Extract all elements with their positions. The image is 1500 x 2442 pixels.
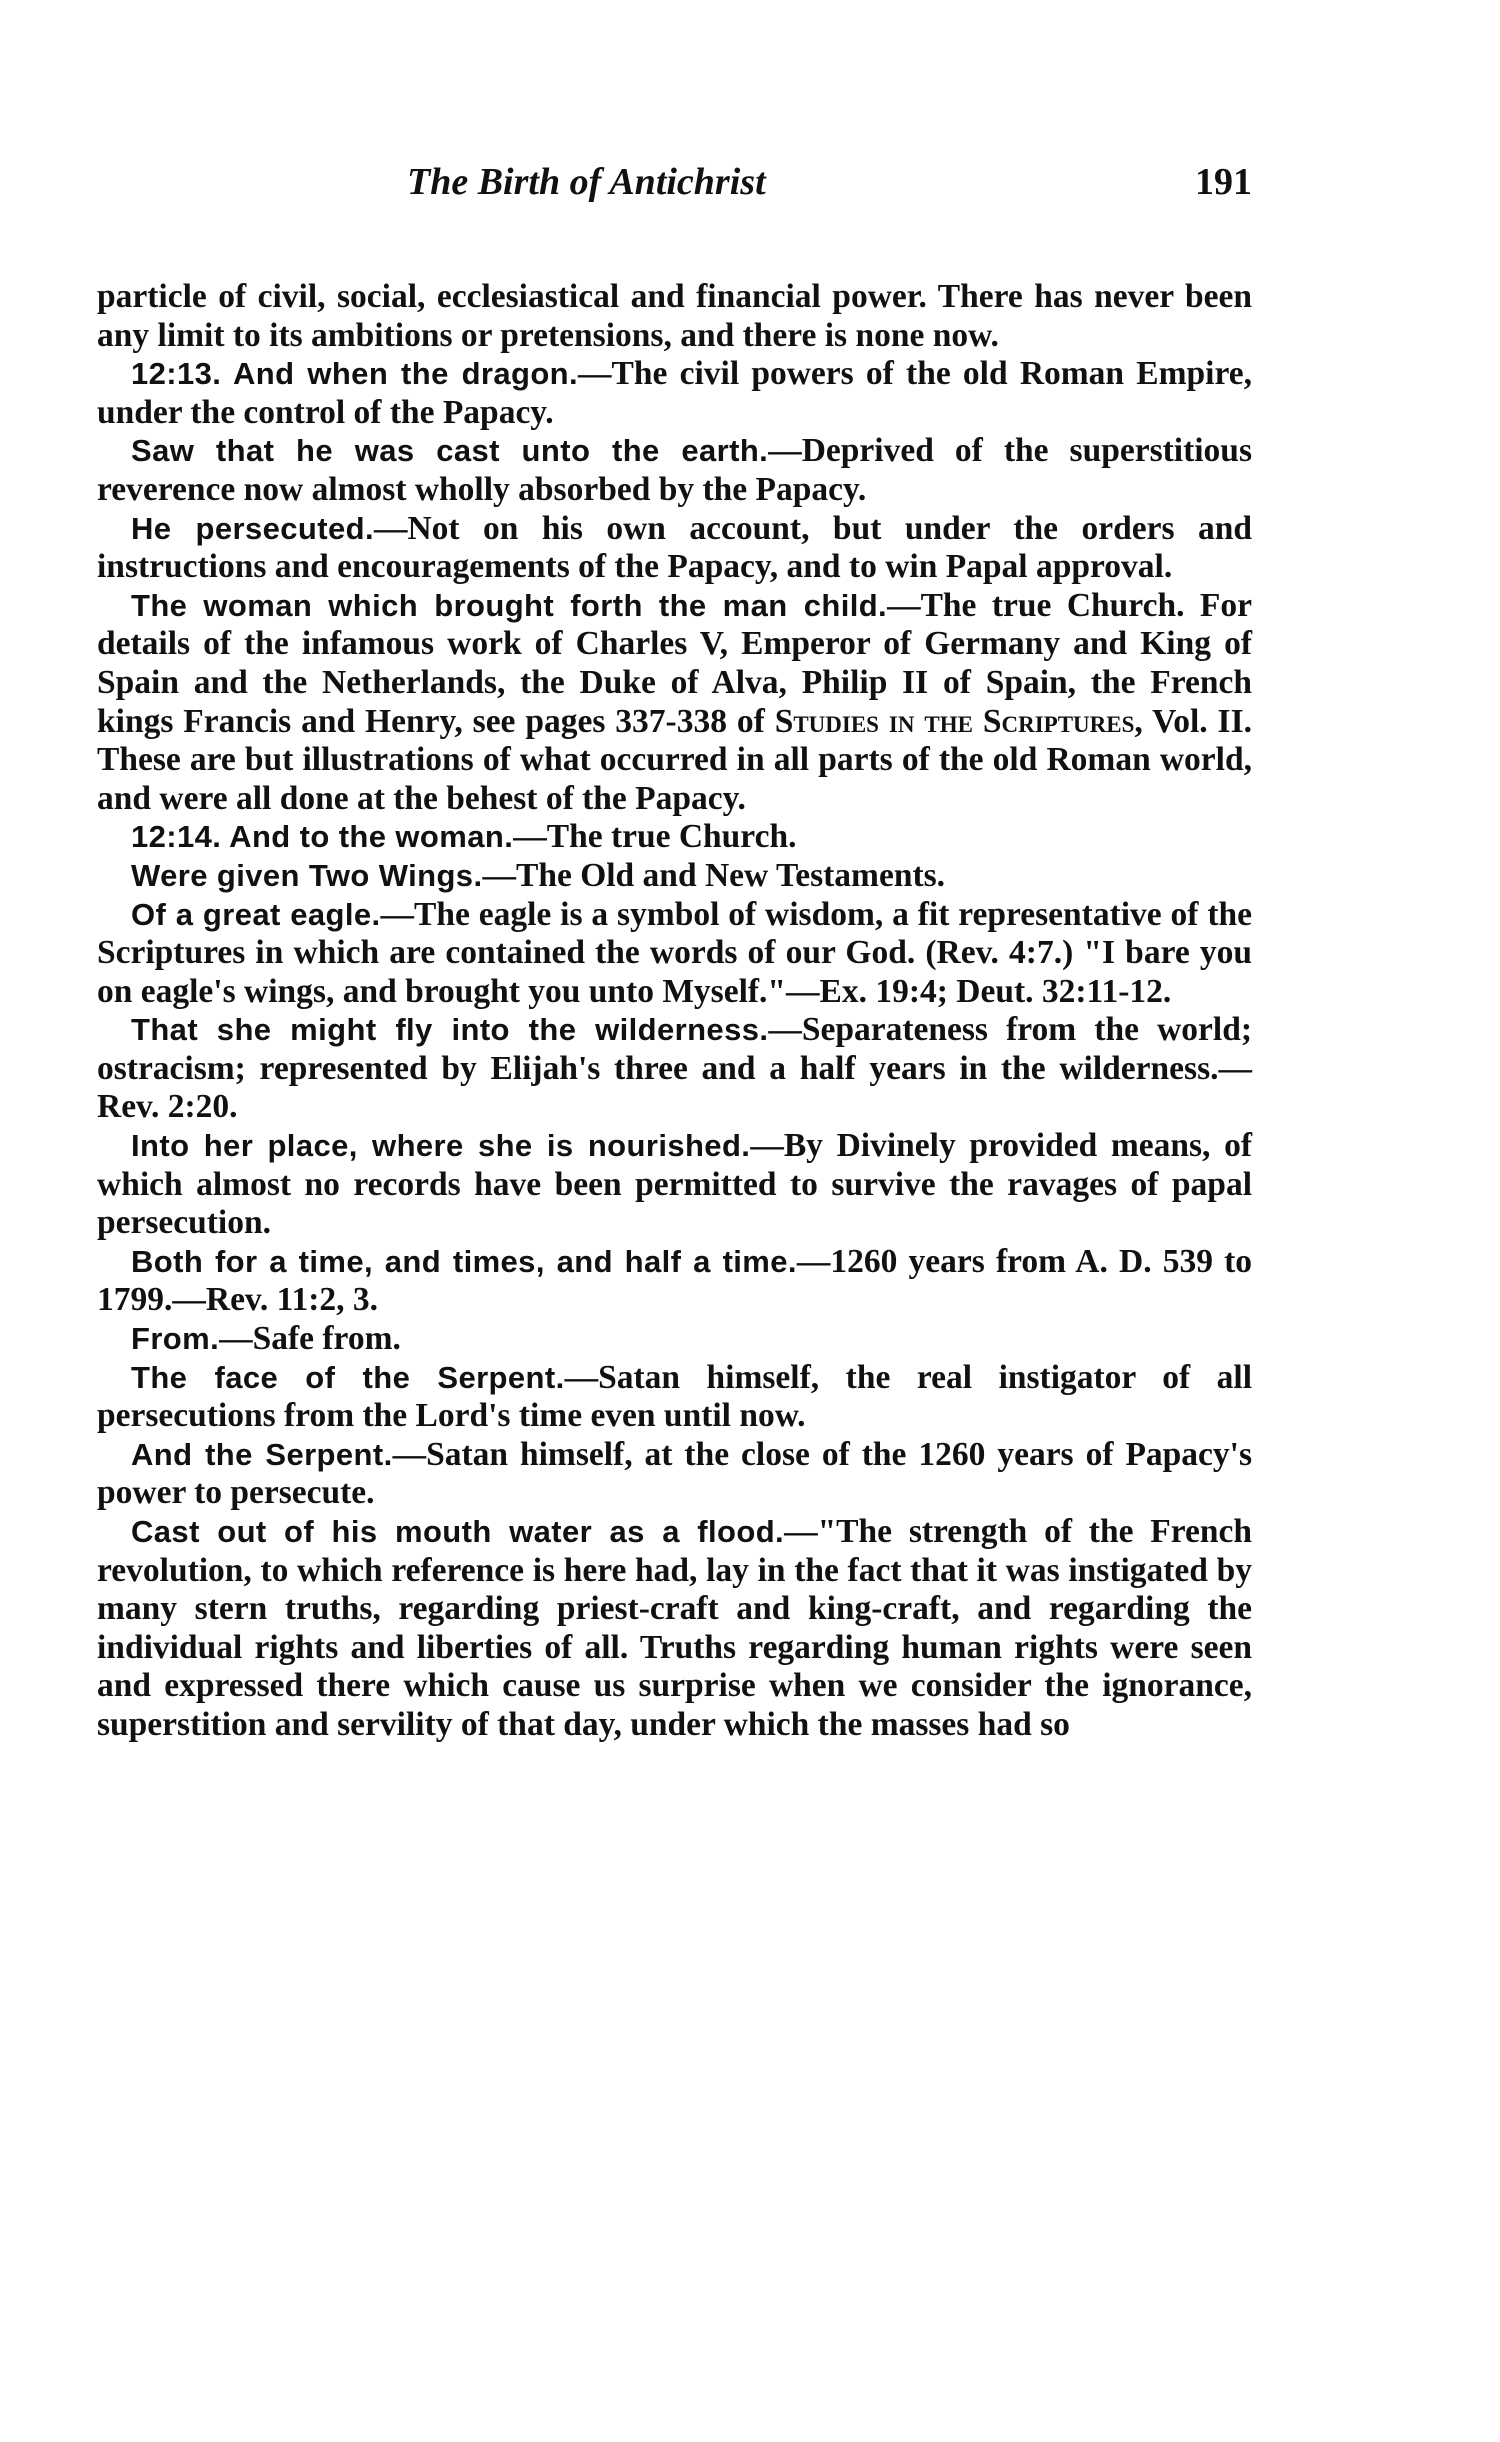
paragraph-text: —The civil powers of the old Roman Empire, under the control of the Papacy. <box>97 355 1252 431</box>
verse-phrase: 12:13. And when the dragon. <box>131 356 579 392</box>
paragraph <box>97 1436 1252 1513</box>
paragraph <box>97 1513 1252 1745</box>
paragraph <box>97 278 1252 355</box>
verse-phrase: Both for a time, and times, and half a time. <box>131 1243 797 1279</box>
verse-phrase: The face of the Serpent. <box>131 1359 565 1395</box>
verse-phrase: He persecuted. <box>131 510 374 546</box>
verse-phrase: The woman which brought forth the man child. <box>131 587 888 623</box>
paragraph-text: —Deprived of the superstitious reverence now almost wholly absorbed by the Papacy. <box>97 432 1252 508</box>
paragraph-text: —Satan himself, at the close of the 1260 years of Papacy's power to persecute. <box>97 1435 1252 1512</box>
paragraph <box>97 1359 1252 1436</box>
book-reference: Studies in the Scriptures <box>774 702 1135 740</box>
verse-phrase: And the Serpent. <box>131 1436 393 1472</box>
paragraph <box>97 818 1252 857</box>
paragraph-text: —The true Church. For details of the infamous work of Charles V, Emperor of Germany and King of Spain and the Netherlands, the Duke of Alva, Philip II of Spain, the French kings Francis and Henry, see pages 337-338 of <box>97 586 1252 740</box>
page-number: 191 <box>1195 161 1252 203</box>
verse-phrase: Saw that he was cast unto the earth. <box>131 433 769 469</box>
paragraph <box>97 1243 1252 1320</box>
page-header <box>97 160 1252 216</box>
paragraph-text: —Safe from. <box>219 1320 401 1358</box>
paragraph <box>97 1011 1252 1127</box>
paragraph-text-tail: , Vol. II. These are but illustrations of what occurred in all parts of the old Roman world, and were all done at the behest of the Papacy. <box>97 702 1253 817</box>
verse-phrase: Were given Two Wings. <box>131 857 483 893</box>
paragraph-text: particle of civil, social, ecclesiastical and financial power. There has never been any limit to its ambitions or pretensions, and there is none now. <box>97 278 1252 354</box>
paragraph-text: —The true Church. <box>513 818 797 856</box>
verse-phrase: That she might fly into the wilderness. <box>131 1012 769 1048</box>
verse-phrase: 12:14. And to the woman. <box>131 819 514 855</box>
paragraph-text: —By Divinely provided means, of which almost no records have been permitted to survive the ravages of papal persecution. <box>97 1127 1253 1242</box>
paragraph <box>97 510 1252 587</box>
paragraph <box>97 587 1252 819</box>
paragraph-text: —1260 years from A. D. 539 to 1799.—Rev. 11:2, 3. <box>97 1242 1252 1319</box>
paragraph-text: —"The strength of the French revolution, to which reference is here had, lay in the fact that it was instigated by many stern truths, regarding priest-craft and king-craft, and regarding the individual rights and liberties of all. Truths regarding human rights were seen and expressed there which cause us surprise when we consider the ignorance, superstition and servility of that day, under which the masses had so <box>97 1513 1252 1743</box>
paragraph <box>97 857 1252 896</box>
body-text <box>97 278 1252 1745</box>
verse-phrase: Cast out of his mouth water as a flood. <box>131 1514 785 1549</box>
paragraph <box>97 355 1252 432</box>
verse-phrase: Into her place, where she is nourished. <box>131 1128 751 1164</box>
book-page <box>97 160 1252 1745</box>
verse-phrase: Of a great eagle. <box>131 896 381 932</box>
paragraph <box>97 432 1252 509</box>
paragraph-text: —The eagle is a symbol of wisdom, a fit representative of the Scriptures in which are contained the words of our God. (Rev. 4:7.) "I bare you on eagle's wings, and brought you unto Myself."—Ex. 19:4; Deut. 32:11-12. <box>97 895 1252 1010</box>
paragraph <box>97 896 1252 1012</box>
paragraph-text: —Satan himself, the real instigator of all persecutions from the Lord's time even until now. <box>97 1358 1252 1435</box>
paragraph <box>97 1127 1252 1243</box>
verse-phrase: From. <box>131 1321 220 1357</box>
running-title: The Birth of Antichrist <box>407 161 766 203</box>
paragraph-text: —Not on his own account, but under the orders and instructions and encouragements of the Papacy, and to win Papal approval. <box>97 509 1252 586</box>
paragraph-text: —The Old and New Testaments. <box>482 856 946 894</box>
paragraph <box>97 1320 1252 1359</box>
paragraph-text: —Separateness from the world; ostracism; represented by Elijah's three and a half years in the wilderness.—Rev. 2:20. <box>97 1011 1252 1126</box>
